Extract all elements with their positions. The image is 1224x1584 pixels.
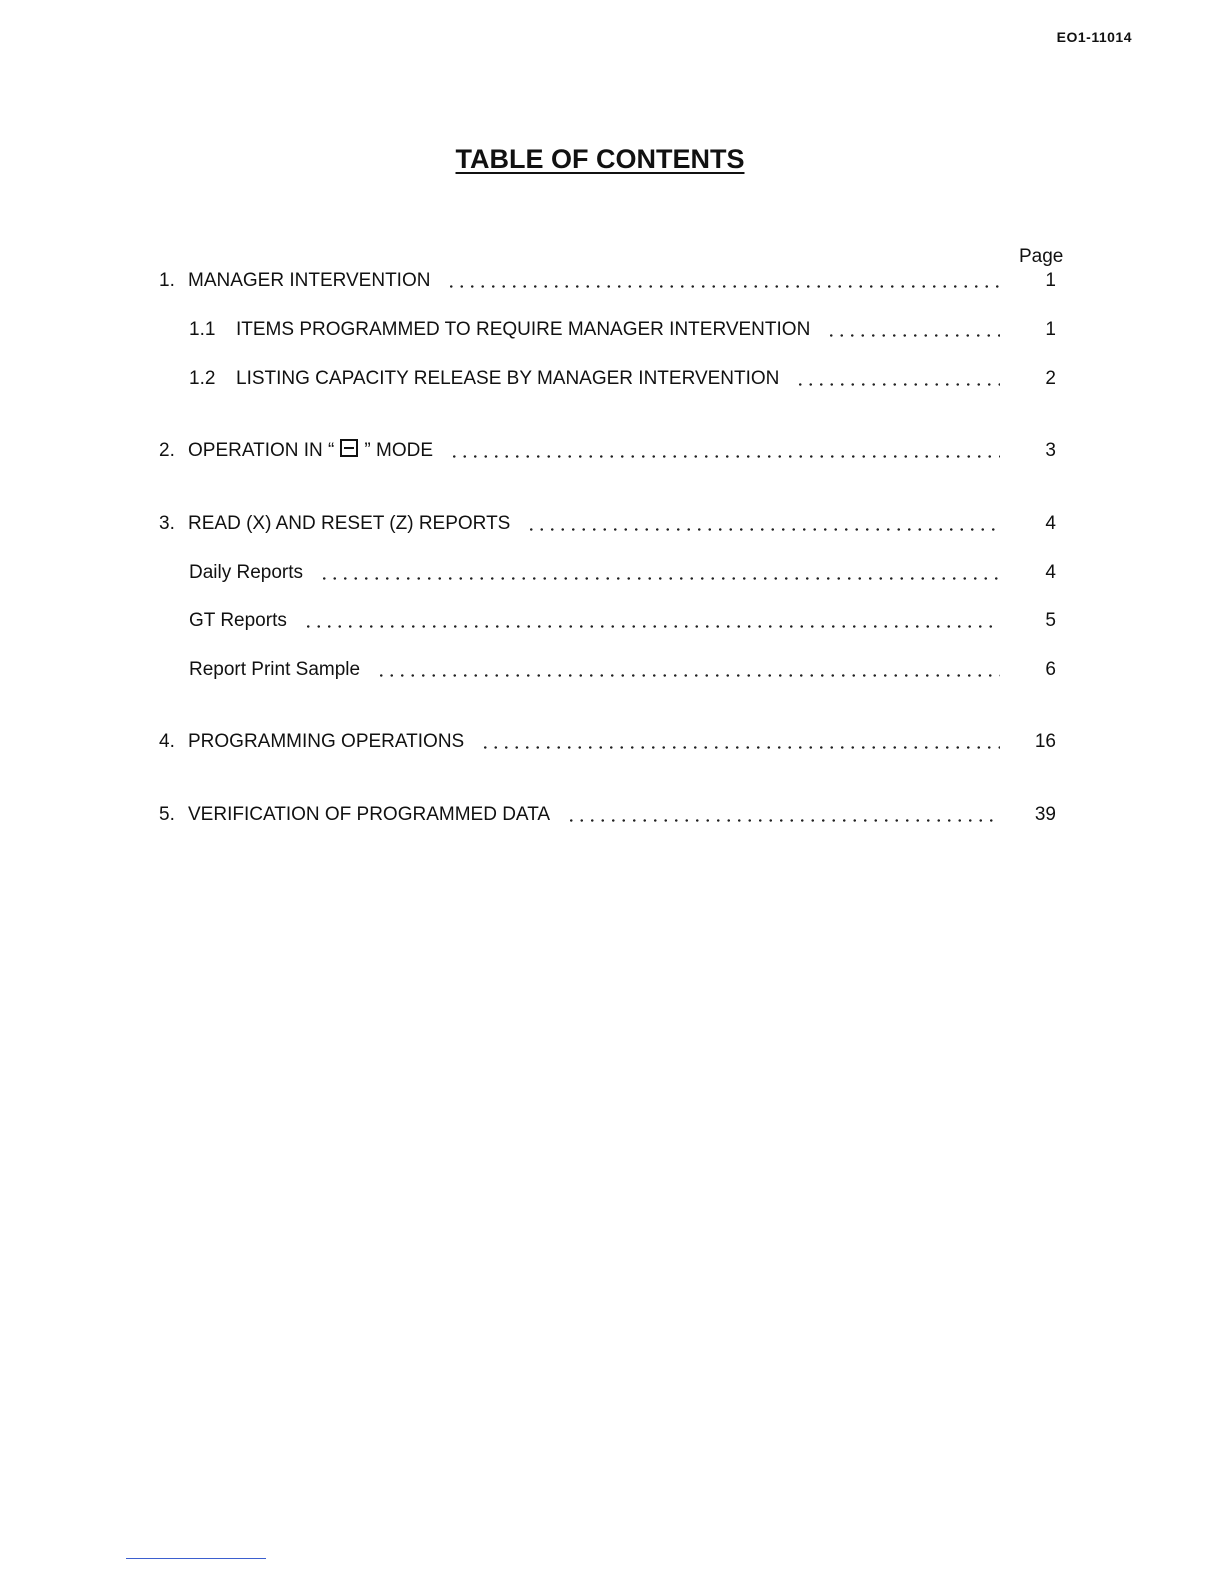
toc-entry-title: Daily Reports: [189, 562, 304, 583]
toc-entry-number: 1.2: [189, 368, 216, 389]
toc-entry-number: 1.1: [189, 319, 216, 340]
toc-entry-gt-reports[interactable]: [189, 608, 1059, 634]
toc-entry-daily-reports[interactable]: [189, 560, 1059, 586]
toc-entry-page: 4: [1045, 562, 1056, 583]
toc-entry-page: 4: [1045, 513, 1056, 534]
toc-entry-title: PROGRAMMING OPERATIONS: [188, 731, 465, 752]
toc-entry-number: 4.: [159, 731, 175, 752]
toc-entry-items-programmed[interactable]: [189, 317, 1059, 343]
toc-entry-title: LISTING CAPACITY RELEASE BY MANAGER INTERVENTION: [236, 368, 780, 389]
dot-leader: [795, 383, 1000, 386]
toc-entry-read-reset-reports[interactable]: [159, 511, 1059, 537]
toc-entry-page: 2: [1045, 368, 1056, 389]
toc-entry-page: 1: [1045, 319, 1056, 340]
toc-entry-verification[interactable]: [159, 802, 1059, 828]
toc-entry-page: 5: [1045, 610, 1056, 631]
toc-entry-page: 16: [1034, 731, 1056, 752]
dot-leader: [446, 285, 1000, 288]
toc-entry-page: 6: [1045, 659, 1056, 680]
page-column-header: Page: [1019, 246, 1064, 267]
toc-entry-operation-mode[interactable]: [159, 438, 1059, 464]
toc-entry-number: 1.: [159, 270, 175, 291]
toc-entry-title-prefix: OPERATION IN “: [188, 440, 335, 461]
toc-entry-page: 39: [1034, 804, 1056, 825]
toc-entry-report-print-sample[interactable]: [189, 657, 1059, 683]
toc-entry-number: 3.: [159, 513, 175, 534]
toc-entry-title: Report Print Sample: [189, 659, 361, 680]
toc-entry-listing-capacity[interactable]: [189, 366, 1059, 392]
dot-leader: [303, 625, 1000, 628]
toc-entry-page: 3: [1045, 440, 1056, 461]
toc-entry-number: 5.: [159, 804, 175, 825]
document-id: EO1-11014: [1056, 29, 1132, 45]
dot-leader: [826, 334, 1000, 337]
toc-entry-title: GT Reports: [189, 610, 287, 631]
toc-entry-manager-intervention[interactable]: [159, 268, 1059, 294]
toc-entry-title: MANAGER INTERVENTION: [188, 270, 431, 291]
toc-entry-title-suffix: ” MODE: [364, 440, 433, 461]
toc-entry-page: 1: [1045, 270, 1056, 291]
dot-leader: [449, 455, 1000, 458]
dot-leader: [566, 819, 1000, 822]
toc-entry-programming-operations[interactable]: [159, 729, 1059, 755]
dot-leader: [319, 577, 1000, 580]
toc-entry-title: [188, 438, 433, 464]
toc-entry-title: READ (X) AND RESET (Z) REPORTS: [188, 513, 511, 534]
footer-rule: [126, 1558, 266, 1559]
page-title: TABLE OF CONTENTS: [455, 144, 745, 174]
dot-leader: [526, 528, 1000, 531]
dot-leader: [480, 746, 1000, 749]
toc-entry-title: ITEMS PROGRAMMED TO REQUIRE MANAGER INTERVENTION: [236, 319, 811, 340]
dot-leader: [376, 674, 1000, 677]
toc-entry-title: VERIFICATION OF PROGRAMMED DATA: [188, 804, 551, 825]
toc-entry-number: 2.: [159, 440, 175, 461]
minus-box-key-icon: [340, 439, 358, 457]
